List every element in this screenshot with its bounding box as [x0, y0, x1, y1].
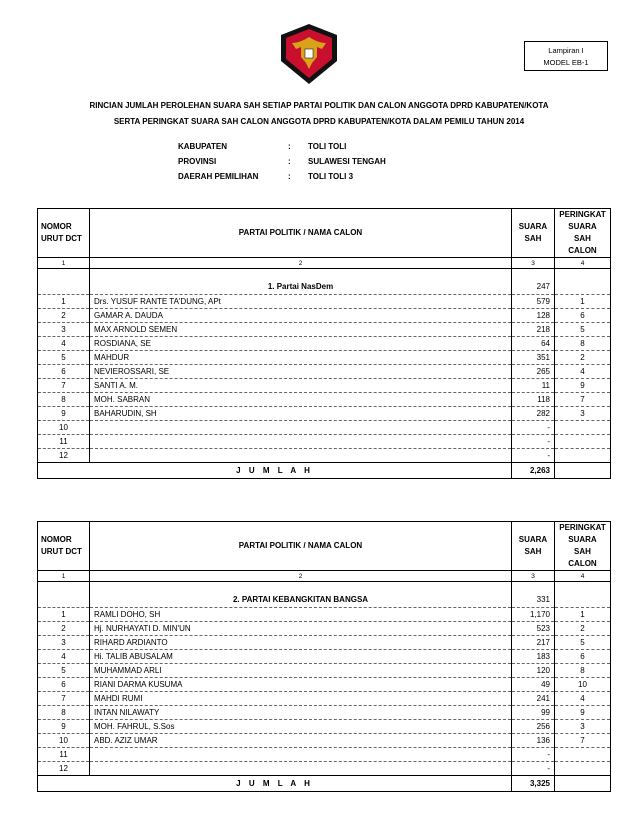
column-number-row	[38, 258, 611, 269]
candidate-rank	[555, 748, 611, 762]
col-number: 2	[90, 571, 512, 582]
candidate-row	[38, 678, 611, 692]
col-number: 4	[555, 258, 611, 269]
candidate-votes: 99	[512, 706, 555, 720]
candidate-rank: 8	[555, 337, 611, 351]
candidate-row	[38, 421, 611, 435]
candidate-name: MAX ARNOLD SEMEN	[90, 323, 512, 337]
candidate-number: 10	[38, 734, 90, 748]
candidate-number: 3	[38, 636, 90, 650]
candidate-rank: 2	[555, 622, 611, 636]
candidate-number: 4	[38, 337, 90, 351]
col-header-partai: PARTAI POLITIK / NAMA CALON	[90, 209, 512, 258]
candidate-votes: -	[512, 762, 555, 776]
total-row	[38, 776, 611, 792]
candidate-name: Hj. NURHAYATI D. MIN'UN	[90, 622, 512, 636]
candidate-row	[38, 379, 611, 393]
kpu-logo	[279, 23, 339, 85]
candidate-row	[38, 407, 611, 421]
col-number: 4	[555, 571, 611, 582]
candidate-rank: 5	[555, 636, 611, 650]
col-header-suara: SUARA SAH	[512, 522, 555, 571]
lampiran-label: Lampiran I	[548, 46, 584, 55]
candidate-votes: 136	[512, 734, 555, 748]
candidate-rank: 6	[555, 650, 611, 664]
candidate-votes: 64	[512, 337, 555, 351]
candidate-row	[38, 449, 611, 463]
candidate-name: ROSDIANA, SE	[90, 337, 512, 351]
candidate-number: 4	[38, 650, 90, 664]
candidate-name: SANTI A. M.	[90, 379, 512, 393]
candidate-votes: -	[512, 421, 555, 435]
candidate-number: 6	[38, 678, 90, 692]
candidate-rank: 4	[555, 365, 611, 379]
candidate-name	[90, 435, 512, 449]
column-number-row	[38, 571, 611, 582]
candidate-votes: 118	[512, 393, 555, 407]
candidate-name: MOH. SABRAN	[90, 393, 512, 407]
candidate-number: 7	[38, 379, 90, 393]
candidate-number: 8	[38, 393, 90, 407]
candidate-votes: 256	[512, 720, 555, 734]
total-votes: 2,263	[512, 463, 555, 479]
candidate-rank	[555, 421, 611, 435]
candidate-name: Hi. TALIB ABUSALAM	[90, 650, 512, 664]
info-label: PROVINSI	[178, 157, 217, 166]
candidate-rank: 6	[555, 309, 611, 323]
info-value: TOLI TOLI 3	[308, 172, 354, 181]
party-votes: 247	[512, 269, 555, 295]
candidate-rank: 4	[555, 692, 611, 706]
candidate-votes: 120	[512, 664, 555, 678]
candidate-row	[38, 351, 611, 365]
candidate-name: GAMAR A. DAUDA	[90, 309, 512, 323]
candidate-row	[38, 337, 611, 351]
col-number: 3	[512, 571, 555, 582]
candidate-number: 5	[38, 664, 90, 678]
candidate-rank: 8	[555, 664, 611, 678]
candidate-votes: 218	[512, 323, 555, 337]
candidate-number: 8	[38, 706, 90, 720]
candidate-name	[90, 762, 512, 776]
party-row	[38, 269, 611, 295]
party-votes: 331	[512, 582, 555, 608]
candidate-rank: 7	[555, 734, 611, 748]
col-number: 3	[512, 258, 555, 269]
candidate-row	[38, 664, 611, 678]
candidate-number: 5	[38, 351, 90, 365]
info-row-kabupaten	[0, 142, 638, 155]
candidate-row	[38, 622, 611, 636]
candidate-row	[38, 720, 611, 734]
candidate-name	[90, 449, 512, 463]
candidate-number: 3	[38, 323, 90, 337]
candidate-rank	[555, 449, 611, 463]
info-value: TOLI TOLI	[308, 142, 347, 151]
candidate-number: 1	[38, 608, 90, 622]
candidate-name: ABD. AZIZ UMAR	[90, 734, 512, 748]
candidate-row	[38, 309, 611, 323]
candidate-name	[90, 421, 512, 435]
party-name: 2. PARTAI KEBANGKITAN BANGSA	[90, 582, 512, 608]
candidate-number: 11	[38, 435, 90, 449]
col-header-suara: SUARA SAH	[512, 209, 555, 258]
candidate-votes: 11	[512, 379, 555, 393]
table-header-row	[38, 522, 611, 571]
candidate-row	[38, 393, 611, 407]
candidate-name: RAMLI DOHO, SH	[90, 608, 512, 622]
candidate-number: 11	[38, 748, 90, 762]
candidate-row	[38, 608, 611, 622]
col-header-peringkat: PERINGKAT SUARA SAH CALON	[555, 209, 611, 258]
total-label: J U M L A H	[38, 776, 512, 792]
info-label: DAERAH PEMILIHAN	[178, 172, 259, 181]
candidate-votes: 282	[512, 407, 555, 421]
candidate-votes: 265	[512, 365, 555, 379]
candidate-number: 2	[38, 309, 90, 323]
candidate-votes: 128	[512, 309, 555, 323]
candidate-rank: 10	[555, 678, 611, 692]
candidate-votes: -	[512, 435, 555, 449]
candidate-number: 12	[38, 762, 90, 776]
candidate-number: 10	[38, 421, 90, 435]
info-colon: :	[288, 172, 291, 181]
candidate-rank: 1	[555, 295, 611, 309]
candidate-number: 1	[38, 295, 90, 309]
document-title-line2: SERTA PERINGKAT SUARA SAH CALON ANGGOTA DPRD KABUPATEN/KOTA DALAM PEMILU TAHUN 2014	[113, 117, 525, 126]
candidate-row	[38, 636, 611, 650]
col-header-no: NOMOR URUT DCT	[38, 522, 90, 571]
candidate-rank: 3	[555, 720, 611, 734]
candidate-rank: 1	[555, 608, 611, 622]
info-row-provinsi	[0, 157, 638, 170]
candidate-number: 9	[38, 407, 90, 421]
col-number: 1	[38, 571, 90, 582]
candidate-row	[38, 435, 611, 449]
candidate-name: RIANI DARMA KUSUMA	[90, 678, 512, 692]
col-header-partai: PARTAI POLITIK / NAMA CALON	[90, 522, 512, 571]
candidate-name: MAHDUR	[90, 351, 512, 365]
candidate-name: BAHARUDIN, SH	[90, 407, 512, 421]
candidate-number: 7	[38, 692, 90, 706]
info-colon: :	[288, 142, 291, 151]
candidate-votes: 579	[512, 295, 555, 309]
candidate-name	[90, 748, 512, 762]
candidate-rank	[555, 435, 611, 449]
candidate-rank	[555, 762, 611, 776]
candidate-name: RIHARD ARDIANTO	[90, 636, 512, 650]
candidate-name: MOH. FAHRUL, S.Sos	[90, 720, 512, 734]
candidate-rank: 2	[555, 351, 611, 365]
candidate-number: 12	[38, 449, 90, 463]
document-title-line1: RINCIAN JUMLAH PEROLEHAN SUARA SAH SETIAP PARTAI POLITIK DAN CALON ANGGOTA DPRD KABUPATEN/KOTA	[89, 101, 549, 110]
candidate-number: 6	[38, 365, 90, 379]
candidate-row	[38, 295, 611, 309]
total-votes: 3,325	[512, 776, 555, 792]
total-label: J U M L A H	[38, 463, 512, 479]
party-name: 1. Partai NasDem	[90, 269, 512, 295]
total-row	[38, 463, 611, 479]
candidate-name: MAHDI RUMI	[90, 692, 512, 706]
candidate-row	[38, 365, 611, 379]
info-value: SULAWESI TENGAH	[308, 157, 386, 166]
party-results-table	[37, 208, 611, 479]
candidate-rank: 3	[555, 407, 611, 421]
candidate-number: 9	[38, 720, 90, 734]
candidate-row	[38, 323, 611, 337]
candidate-votes: 49	[512, 678, 555, 692]
candidate-votes: 241	[512, 692, 555, 706]
candidate-votes: 217	[512, 636, 555, 650]
candidate-row	[38, 748, 611, 762]
info-colon: :	[288, 157, 291, 166]
table-header-row	[38, 209, 611, 258]
model-label: MODEL EB-1	[543, 58, 589, 67]
candidate-rank: 7	[555, 393, 611, 407]
candidate-row	[38, 706, 611, 720]
candidate-votes: -	[512, 748, 555, 762]
candidate-name: NEVIEROSSARI, SE	[90, 365, 512, 379]
candidate-name: MUHAMMAD ARLI	[90, 664, 512, 678]
candidate-name: INTAN NILAWATY	[90, 706, 512, 720]
candidate-rank: 9	[555, 379, 611, 393]
col-number: 1	[38, 258, 90, 269]
candidate-votes: -	[512, 449, 555, 463]
candidate-row	[38, 692, 611, 706]
candidate-row	[38, 734, 611, 748]
candidate-votes: 351	[512, 351, 555, 365]
candidate-rank: 9	[555, 706, 611, 720]
party-results-table	[37, 521, 611, 792]
col-header-no: NOMOR URUT DCT	[38, 209, 90, 258]
col-number: 2	[90, 258, 512, 269]
info-row-dapil	[0, 172, 638, 185]
candidate-row	[38, 650, 611, 664]
candidate-row	[38, 762, 611, 776]
info-label: KABUPATEN	[178, 142, 228, 151]
lampiran-box	[524, 41, 608, 71]
candidate-votes: 183	[512, 650, 555, 664]
candidate-votes: 523	[512, 622, 555, 636]
candidate-votes: 1,170	[512, 608, 555, 622]
candidate-rank: 5	[555, 323, 611, 337]
candidate-name: Drs. YUSUF RANTE TA'DUNG, APt	[90, 295, 512, 309]
party-row	[38, 582, 611, 608]
candidate-number: 2	[38, 622, 90, 636]
col-header-peringkat: PERINGKAT SUARA SAH CALON	[555, 522, 611, 571]
